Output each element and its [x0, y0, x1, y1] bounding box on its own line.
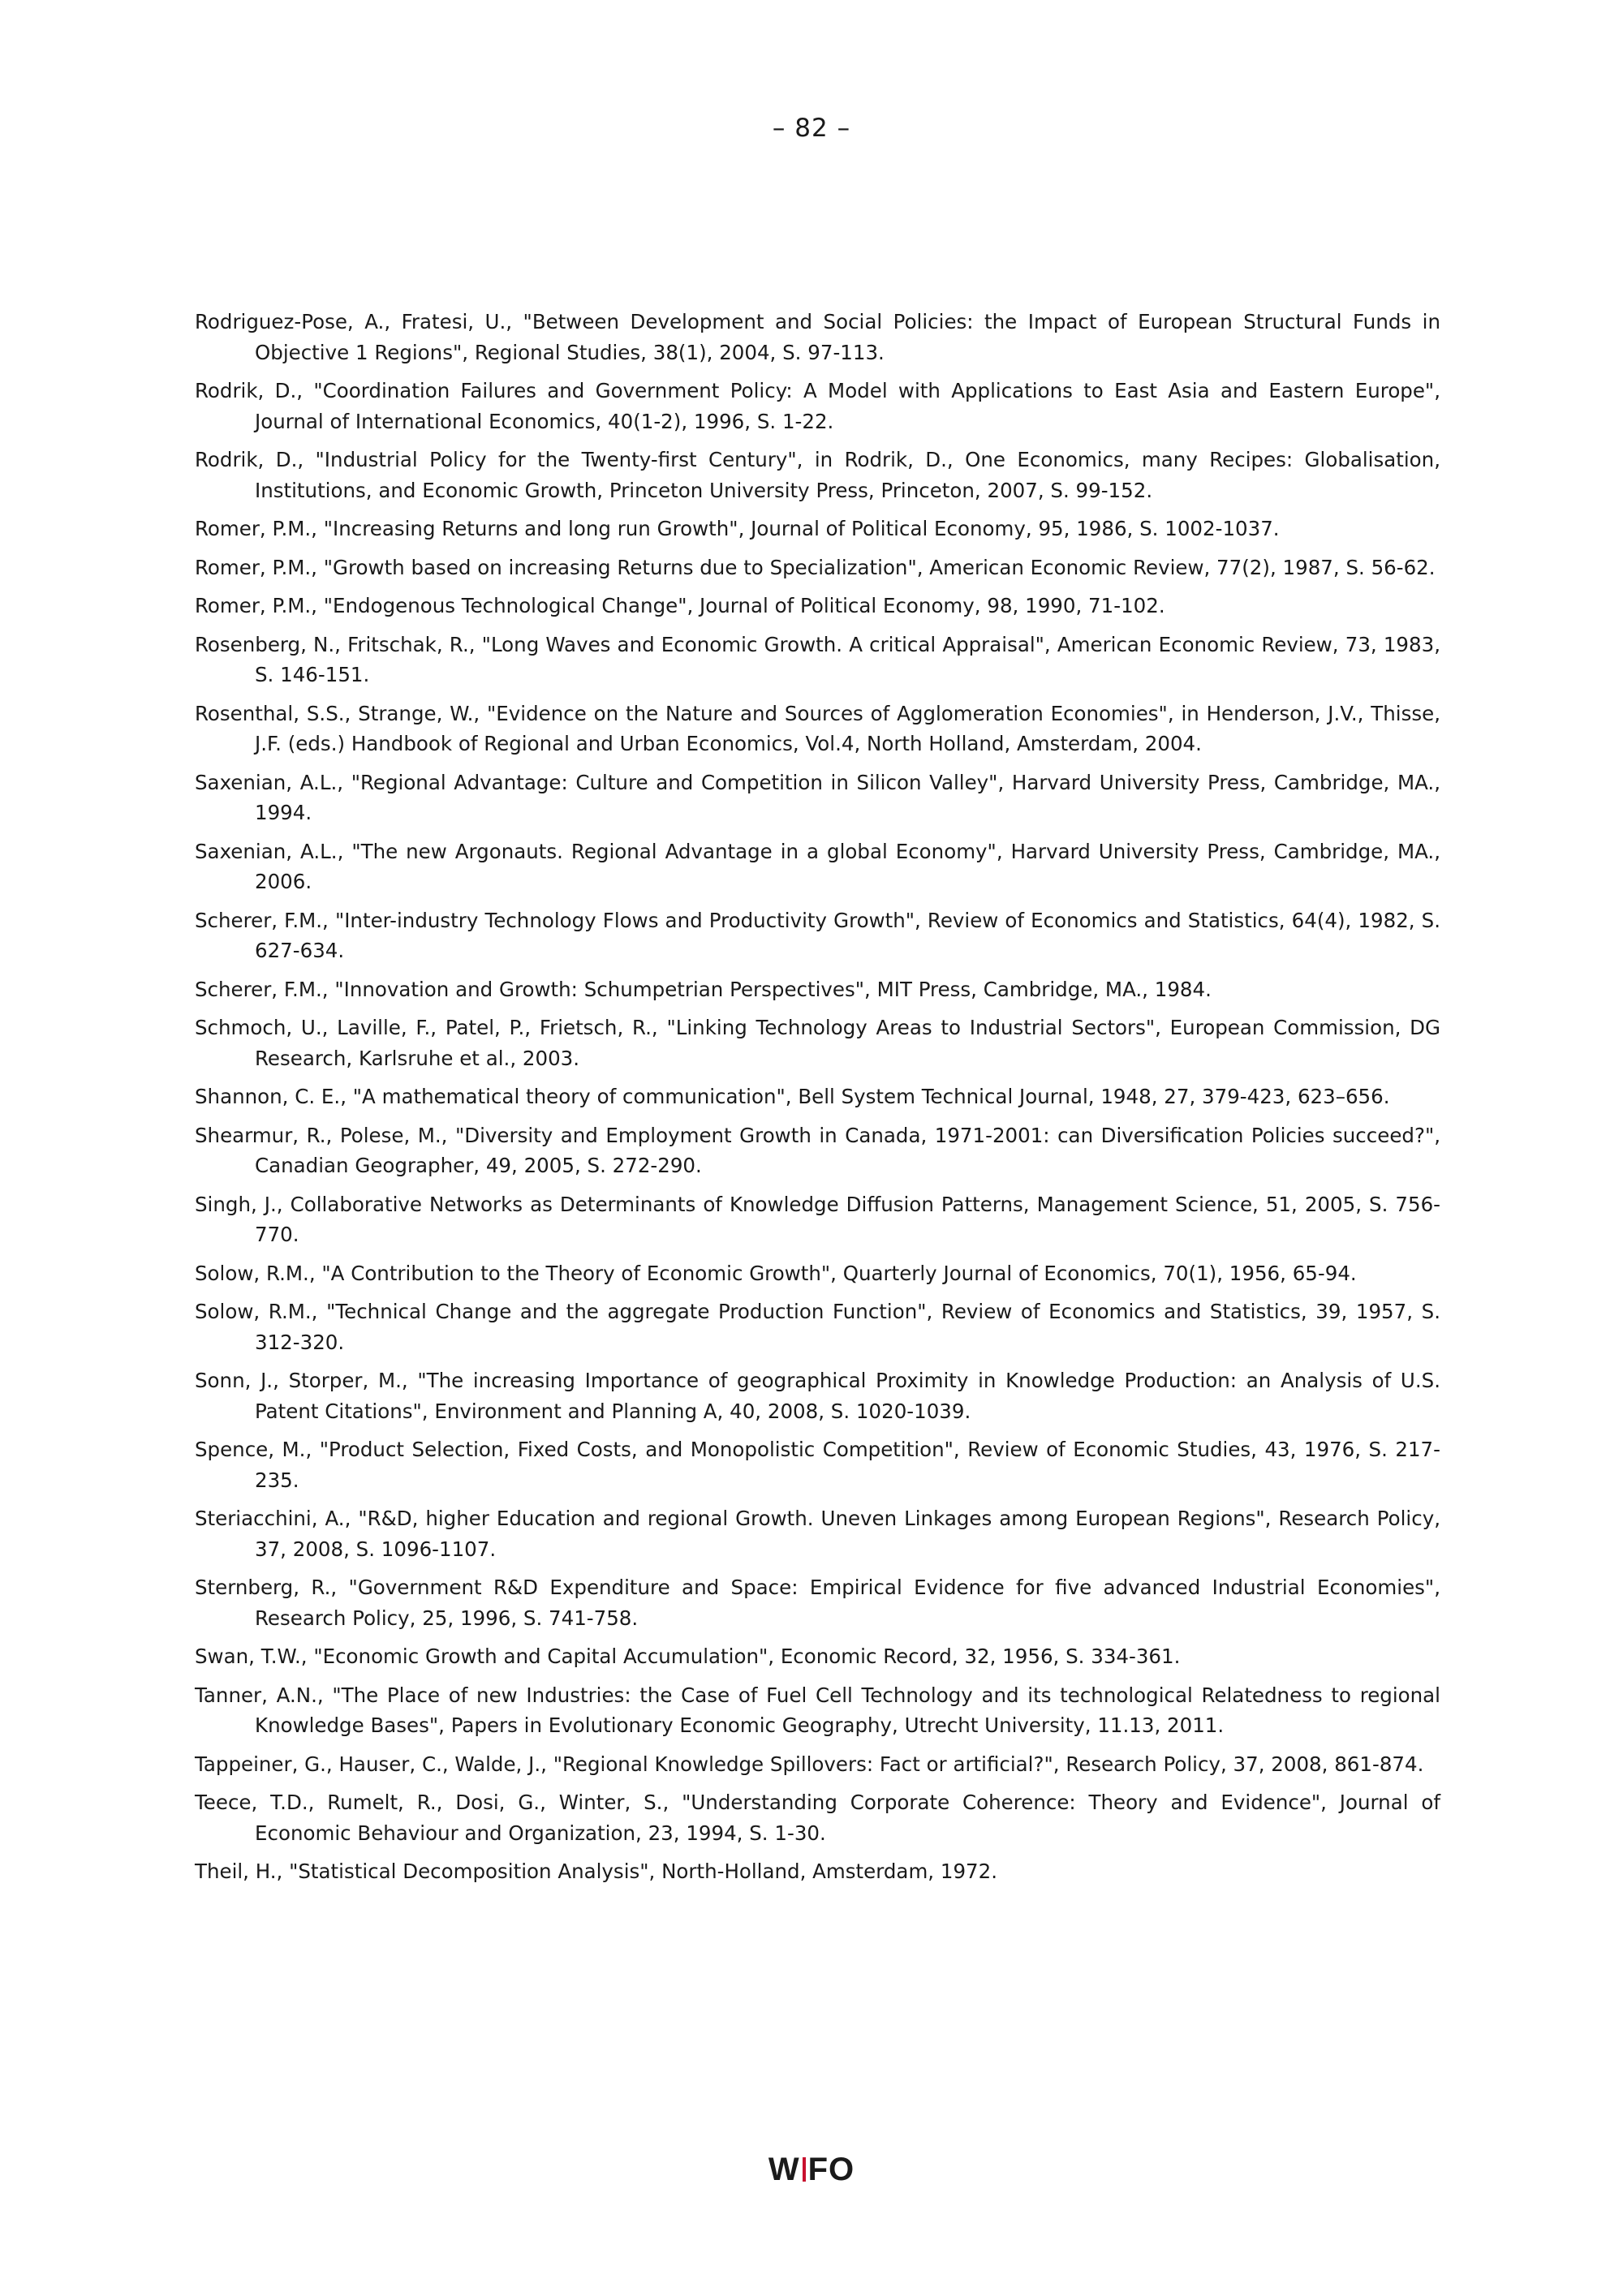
logo-letter-f: F [807, 2152, 829, 2187]
reference-entry: Shannon, C. E., "A mathematical theory of communication", Bell System Technical Journal, 1948, 27, 379-423, 623–656. [195, 1085, 1390, 1108]
reference-entry: Rosenthal, S.S., Strange, W., "Evidence on the Nature and Sources of Agglomeration Economies", in Henderson, J.V., Thisse, J.F. (eds.) Handbook of Regional and Urban Economics, Vol.4, North Holland, Amsterdam, 2004. [195, 701, 1440, 755]
reference-entry: Schmoch, U., Laville, F., Patel, P., Frietsch, R., "Linking Technology Areas to Industrial Sectors", European Commission, DG Research, Karlsruhe et al., 2003. [195, 1016, 1440, 1070]
reference-entry: Spence, M., "Product Selection, Fixed Costs, and Monopolistic Competition", Review of Economic Studies, 43, 1976, S. 217-235. [195, 1438, 1440, 1492]
reference-entry: Singh, J., Collaborative Networks as Determinants of Knowledge Diffusion Patterns, Management Science, 51, 2005, S. 756-770. [195, 1192, 1440, 1246]
logo-letter-w: W [768, 2152, 800, 2187]
reference-entry: Romer, P.M., "Growth based on increasing Returns due to Specialization", American Economic Review, 77(2), 1987, S. 56-62. [195, 555, 1436, 579]
reference-list [195, 307, 1440, 1895]
reference-entry: Rodrik, D., "Industrial Policy for the Twenty-first Century", in Rodrik, D., One Economics, many Recipes: Globalisation, Institutions, and Economic Growth, Princeton University Press, Princeton, 2007, S. 99-152. [195, 448, 1440, 502]
reference-entry: Rosenberg, N., Fritschak, R., "Long Waves and Economic Growth. A critical Appraisal", American Economic Review, 73, 1983, S. 146-151. [195, 632, 1440, 686]
reference-entry: Steriacchini, A., "R&D, higher Education and regional Growth. Uneven Linkages among European Regions", Research Policy, 37, 2008, S. 1096-1107. [195, 1507, 1440, 1561]
logo-red-bar [803, 2157, 806, 2182]
reference-entry: Romer, P.M., "Endogenous Technological Change", Journal of Political Economy, 98, 1990, 71-102. [195, 594, 1165, 617]
reference-entry: Theil, H., "Statistical Decomposition Analysis", North-Holland, Amsterdam, 1972. [195, 1860, 998, 1883]
reference-entry: Tanner, A.N., "The Place of new Industries: the Case of Fuel Cell Technology and its technological Relatedness to regional Knowledge Bases", Papers in Evolutionary Economic Geography, Utrecht University, 11.13, 2011. [195, 1683, 1440, 1737]
reference-entry: Romer, P.M., "Increasing Returns and long run Growth", Journal of Political Economy, 95, 1986, S. 1002-1037. [195, 517, 1280, 540]
reference-entry: Scherer, F.M., "Innovation and Growth: Schumpetrian Perspectives", MIT Press, Cambridge, MA., 1984. [195, 977, 1212, 1001]
reference-entry: Swan, T.W., "Economic Growth and Capital Accumulation", Economic Record, 32, 1956, S. 334-361. [195, 1645, 1181, 1668]
reference-entry: Solow, R.M., "A Contribution to the Theory of Economic Growth", Quarterly Journal of Economics, 70(1), 1956, 65-94. [195, 1261, 1357, 1285]
reference-entry: Teece, T.D., Rumelt, R., Dosi, G., Winter, S., "Understanding Corporate Coherence: Theory and Evidence", Journal of Economic Behaviour and Organization, 23, 1994, S. 1-30. [195, 1791, 1440, 1845]
wifo-logo [0, 2152, 1623, 2188]
reference-entry: Solow, R.M., "Technical Change and the aggregate Production Function", Review of Economics and Statistics, 39, 1957, S. 312-320. [195, 1300, 1440, 1354]
reference-entry: Saxenian, A.L., "Regional Advantage: Culture and Competition in Silicon Valley", Harvard University Press, Cambridge, MA., 1994. [195, 770, 1440, 824]
reference-entry: Sonn, J., Storper, M., "The increasing Importance of geographical Proximity in Knowledge Production: an Analysis of U.S. Patent Citations", Environment and Planning A, 40, 2008, S. 1020-1039. [195, 1369, 1440, 1423]
reference-entry: Tappeiner, G., Hauser, C., Walde, J., "Regional Knowledge Spillovers: Fact or artificial?", Research Policy, 37, 2008, 861-874. [195, 1752, 1424, 1776]
logo-letter-o: O [829, 2152, 855, 2187]
page-number: – 82 – [772, 114, 851, 143]
reference-entry: Saxenian, A.L., "The new Argonauts. Regional Advantage in a global Economy", Harvard University Press, Cambridge, MA., 2006. [195, 839, 1440, 893]
reference-entry: Shearmur, R., Polese, M., "Diversity and Employment Growth in Canada, 1971-2001: can Diversification Policies succeed?", Canadian Geographer, 49, 2005, S. 272-290. [195, 1123, 1440, 1177]
reference-entry: Scherer, F.M., "Inter-industry Technology Flows and Productivity Growth", Review of Economics and Statistics, 64(4), 1982, S. 627-634. [195, 908, 1440, 962]
reference-entry: Rodriguez-Pose, A., Fratesi, U., "Between Development and Social Policies: the Impact of European Structural Funds in Objective 1 Regions", Regional Studies, 38(1), 2004, S. 97-113. [195, 310, 1440, 364]
reference-entry: Sternberg, R., "Government R&D Expenditure and Space: Empirical Evidence for five advanced Industrial Economies", Research Policy, 25, 1996, S. 741-758. [195, 1576, 1440, 1630]
reference-entry: Rodrik, D., "Coordination Failures and Government Policy: A Model with Applications to East Asia and Eastern Europe", Journal of International Economics, 40(1-2), 1996, S. 1-22. [195, 379, 1440, 433]
